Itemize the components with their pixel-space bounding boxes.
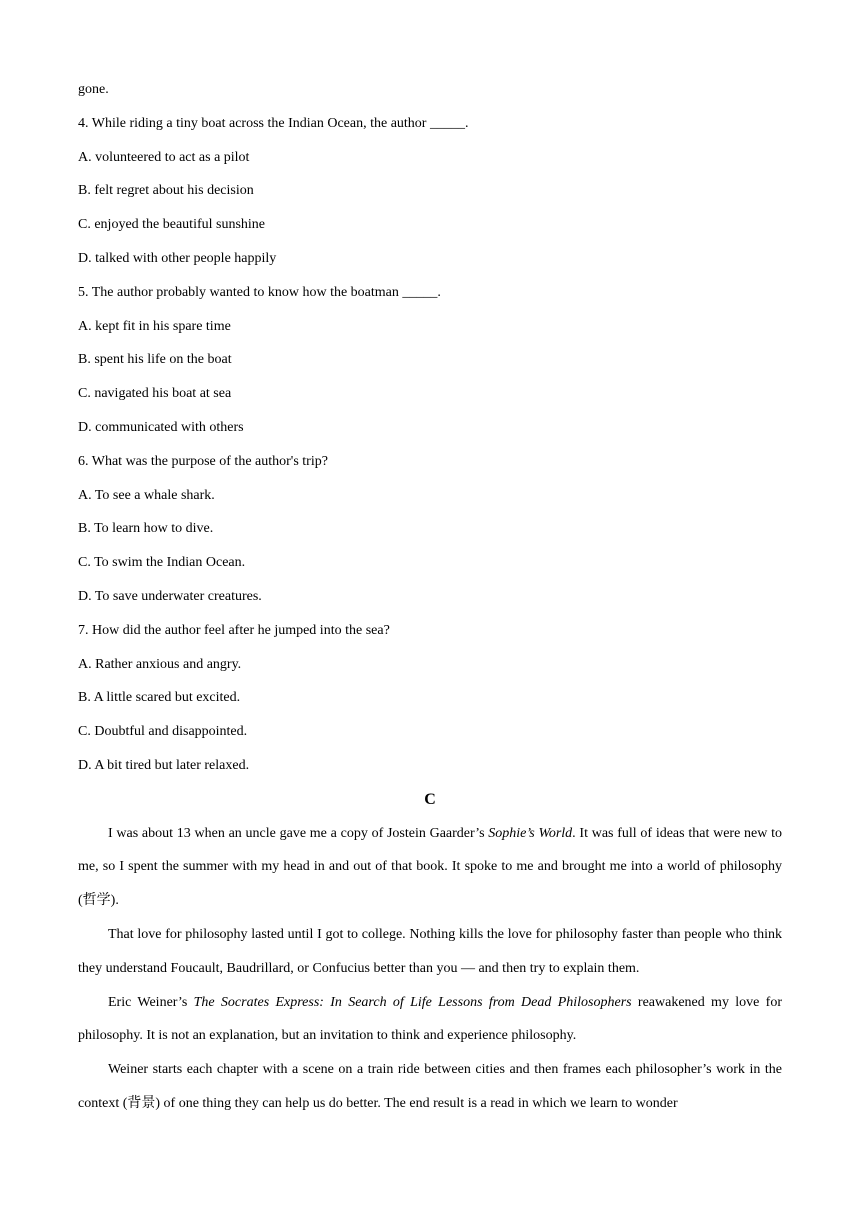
- section-heading: C: [424, 790, 436, 808]
- option-b: B. A little scared but excited.: [78, 690, 241, 706]
- book-title: The Socrates Express: In Search of Life Lessons from Dead Philosophers: [193, 994, 632, 1010]
- question-5: [78, 276, 782, 445]
- option-c: C. navigated his boat at sea: [78, 386, 232, 402]
- passage-paragraph-1: [78, 817, 782, 918]
- top-fragment: gone.: [78, 82, 109, 97]
- option-d: D. communicated with others: [78, 419, 244, 435]
- paragraph-text: reawakened my love for philosophy. It is not an explanation, but an invitation to think and experience philosophy.: [78, 994, 782, 1044]
- question-stem: 6. What was the purpose of the author's trip?: [78, 453, 328, 469]
- question-stem: 7. How did the author feel after he jumped into the sea?: [78, 622, 390, 638]
- option-d: D. talked with other people happily: [78, 250, 277, 266]
- question-4: [78, 107, 782, 276]
- option-c: C. enjoyed the beautiful sunshine: [78, 217, 266, 233]
- paragraph-text: I was about 13 when an uncle gave me a copy of Jostein Gaarder’s: [108, 825, 489, 841]
- option-b: B. spent his life on the boat: [78, 352, 232, 368]
- option-a: A. To see a whale shark.: [78, 487, 215, 503]
- question-stem: 5. The author probably wanted to know how the boatman _____.: [78, 284, 441, 300]
- passage-paragraph-2: That love for philosophy lasted until I got to college. Nothing kills the love for philosophy faster than people who think they understand Foucault, Baudrillard, or Confucius better than you — and then try to explain them.: [78, 926, 782, 976]
- question-7: [78, 614, 782, 783]
- option-c: C. Doubtful and disappointed.: [78, 724, 248, 740]
- paragraph-text: Eric Weiner’s: [108, 994, 194, 1010]
- question-stem: 4. While riding a tiny boat across the Indian Ocean, the author _____.: [78, 115, 469, 131]
- paragraph-text: . It was full of ideas that were new to me, so I spent the summer with my head in and out of that book. It spoke to me and brought me into a world of philosophy (哲学).: [78, 825, 782, 909]
- option-a: A. volunteered to act as a pilot: [78, 149, 250, 165]
- passage-paragraph-4: Weiner starts each chapter with a scene on a train ride between cities and then frames each philosopher’s work in the context (背景) of one thing they can help us do better. The end result is a read in which we learn to wonder: [78, 1062, 782, 1111]
- option-b: B. To learn how to dive.: [78, 521, 214, 537]
- option-b: B. felt regret about his decision: [78, 183, 254, 199]
- book-title: Sophie’s World: [488, 825, 573, 841]
- passage-paragraph-3: [78, 986, 782, 1054]
- option-a: A. Rather anxious and angry.: [78, 656, 242, 672]
- option-d: D. A bit tired but later relaxed.: [78, 757, 250, 773]
- passage: [78, 817, 782, 1121]
- question-6: [78, 445, 782, 614]
- option-a: A. kept fit in his spare time: [78, 318, 231, 334]
- option-c: C. To swim the Indian Ocean.: [78, 555, 246, 571]
- option-d: D. To save underwater creatures.: [78, 588, 262, 604]
- document-page: [78, 73, 782, 1121]
